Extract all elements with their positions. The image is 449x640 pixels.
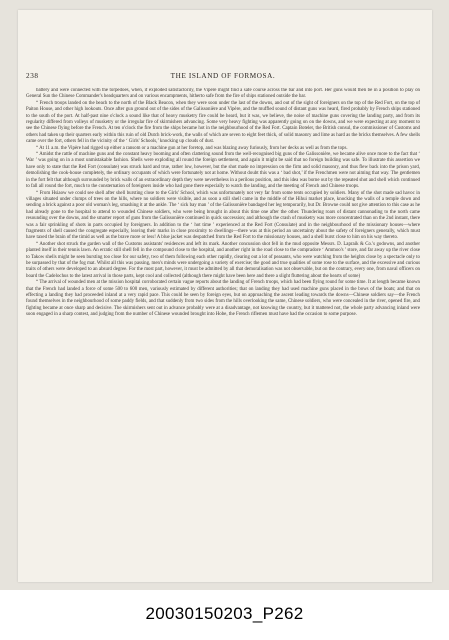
- running-title: THE ISLAND OF FORMOSA.: [170, 72, 276, 80]
- paragraph: battery and were connected with the torpedoes, when, if exploded satisfactorily, the Vipère might find a safe course across the bar and into port. Her guns would then be in a position to play on General Sun the Chinese Commander's headquarters and on various encampments, hitherto safe from the fire of ships stationed outside the bar.: [26, 88, 420, 100]
- paragraph: “ French troops landed on the beach to the north of the Black Beacon, when they were soon under the last of the downs, and out of the sight of foreigners on the top of the Red Fort, on the top of Paiton House, and other high lookouts. Once after gun ground out of the sides of the Galissonière and Vipère, and the muffled sound of distant guns was heard, fired probably by French ships stationed to the south of the port. At half-past nine o'clock a sound like that of heavy musketry fire could be heard, but it was, we believe, the noise of machine guns covering the landing party, and from its regularity differed from volleys of musketry or the irregular fire of skirmishers advancing. Some very heavy fighting was apparently going on on the downs, and we were expecting at any moment to see the Chinese flying before the French. At ten o'clock the fire from the ships became hot in the neighbourhood of the Red Fort. Captain Boteler, the British consul, the commissioner of Customs and others had taken up their quarters early within this ruin of old Dutch brick-work, the walls of which are seven to eight feet thick, of solid masonry and lime as hard as the bricks themselves. A few shells came over the fort, others fell in the vicinity of the ‘ Girls' Schools,’ knocking up clouds of dust.: [26, 100, 420, 145]
- paragraph: “ From Hsiaow we could see shell after shell bursting close to the Girls' School, which was unfortunately not very far from some tents occupied by soldiers. Many of the shot made sad havoc in villages situated under clumps of trees on the hills, where no soldiers were visible, and as soon a still shell came in the middle of the Hihui market place, knocking the walls of a temple down and sending a brick against a poor old woman's leg, smashing it at the ankle. The ‘ sick bay man ’ of the Galissonière bandaged her leg temporarily, but Dr. Browne could not give attention to this case as he had already gone to the hospital to attend to wounded Chinese soldiers, who were being brought in about this time one after the other. Thundering roars of distant cannonading to the north came resounding over the downs, and the smarter report of guns from the Galissonière continued in quick succession; and although the crash of musketry was more concentrated than on the 2nd instant, there was a fair sprinkling of shots in parts occupied by foreigners. In addition to the ‘ hot time ’ experienced at the Red Fort (Consulate) and in the neighbourhood of the missionary houses—where fragments of shell caused the congregate especially, leaving their marks in close proximity to dwellings—there was at this period an uncertainty about the safety of foreigners generally, which must have taxed the brain of the timid as well as the brave more or less! A blue jacket was despatched from the Red Fort to the missionary houses, and a shell burst close to him on his way thereto.: [26, 190, 420, 241]
- paragraph: “ Amidst the rattle of machine guns and the constant heavy booming and often clattering sound from the well-recognised big guns of the Galissonière, we became alive once more to the fact that ‘ War ’ was going on in a most unmistakable fashion. Shells were exploding all round the foreign settlement, and again it might be said that no foreign building was safe. To illustrate this assertion we have only to state that the Red Fort (consulate) was struck hard and true, rather low, however, but the shot made no impression on the firm and solid masonry, and thus flew back into the prison yard, demolishing the cook-house completely, the ordinary occupants of which were fortunately not at home. Without doubt this was a ‘ bad shot,’ if the Frenchmen were not aiming that way. The gentlemen in the fort felt that although surrounded by brick walls of an extraordinary depth they were nevertheless in a perilous position, and this idea was borne out by the repeated shot and shell which continued to fall all round the fort, much to the consternation of foreigners inside who had gone there especially to watch the landing, and the meeting of French and Chinese troops.: [26, 152, 420, 190]
- page-number: 238: [26, 72, 39, 80]
- paragraph: “ Another shot struck the garden wall of the Customs assistants' residences and left its mark. Another concussion shot fell in the mud opposite Messrs. D. Lapraik & Co.'s godowns, and another planted itself in their tennis lawn. An erratic still shell fell in the compound close to the hospital, and another right in the road close to the compradore ‘ Ammoo's ’ store, and far away up the river close to Takow shells might be seen bursting too close for our safety, two of them following each other rapidly, clearing out a lot of peasants, who were watching from the heights close by a spectacle only to be surpassed by that of the fog mat. Whilst all this was passing, men's minds were undergoing a variety of exercise; the good and true qualities of some rose to the surface, and the excessive and curious traits of others were developed to an absurd degree. For the most part, however, it must be admitted by all that demoralisation was not observable, but on the contrary, every one, from naval officers on board the Cadelochus to the latest arrival in those parts, kept cool and collected (although there might have been here and there a slight fluttering about the hearts of some): [26, 241, 420, 279]
- paragraph: “ At 11 a.m. the Vipère had rigged up either a ransom or a machine gun at her foretop, and was blazing away furiously, from her decks as well as from the tops.: [36, 145, 348, 151]
- paragraph: “ The arrival of wounded men at the mission hospital corroborated certain vague reports about the landing of French troops, which had been flying round for some time. It at length became known that the French had landed a force of some 500 to 600 men, variously estimated by different authorities; that on landing they had used machine guns placed in the bows of the boats; and that on effecting a landing they had proceeded inland at a very rapid pace. This could be seen by foreign eyes, but on approaching the ascent leading towards the downs—Chinese soldiers say—the French found themselves in the neighbourhood of some paddy fields, and that suddenly from two sides from the hills overlooking the same, Chinese soldiers, who were concealed in the river, opened fire, and fighting became at once sharp and decisive. The skirmishers sent out in advance probably were at a disadvantage, not knowing the country, but it mattered not, the whole party advancing inland were soon engaged in a sharp contest, and judging from the number of Chinese wounded brought into Hobe, the French riflemen must have had the occasion to some purpose.: [26, 280, 420, 318]
- page-body-text: [26, 88, 420, 558]
- page-header: [26, 72, 420, 84]
- image-id-caption: 20030150203_P262: [145, 604, 304, 623]
